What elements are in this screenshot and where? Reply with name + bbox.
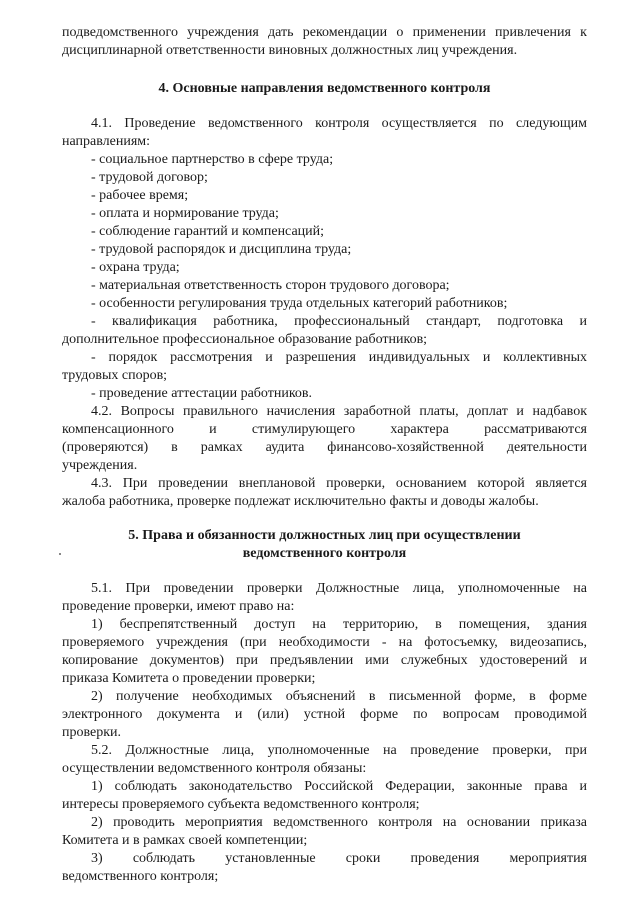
p41-line-2: направлениям: (62, 134, 151, 149)
p42-line-4: учреждения. (62, 458, 138, 473)
right-1-line-4: приказа Комитета о проведении проверки; (62, 671, 316, 686)
right-1-line-3: копирование документов) при предъявлении ими служебных удостоверений и (62, 653, 587, 668)
p43-line-1: 4.3. При проведении внеплановой проверки, основанием которой является (91, 476, 587, 491)
duty-2-line-2: Комитета и в рамках своей компетенции; (62, 833, 308, 848)
list-item: - оплата и нормирование труда; (91, 206, 279, 221)
intro-line-1: подведомственного учреждения дать рекомендации о применении привлечения к (62, 25, 587, 40)
p41-line-1: 4.1. Проведение ведомственного контроля осуществляется по следующим (91, 116, 587, 131)
list-item: - социальное партнерство в сфере труда; (91, 152, 334, 167)
list-item: - охрана труда; (91, 260, 180, 275)
p52-line-1: 5.2. Должностные лица, уполномоченные на проведение проверки, при (91, 743, 587, 758)
section-5-heading-line-2: ведомственного контроля (242, 546, 407, 561)
section-4-heading: 4. Основные направления ведомственного контроля (158, 81, 491, 96)
scan-speck (59, 553, 61, 555)
list-item: - особенности регулирования труда отдельных категорий работников; (91, 296, 508, 311)
p42-line-3: (проверяются) в рамках аудита финансово-хозяйственной деятельности (62, 440, 587, 455)
list-item-qualification-line-1: - квалификация работника, профессиональный стандарт, подготовка и (91, 314, 587, 329)
right-2-line-1: 2) получение необходимых объяснений в письменной форме, в форме (91, 689, 587, 704)
p51-line-1: 5.1. При проведении проверки Должностные лица, уполномоченные на (91, 581, 587, 596)
p43-line-2: жалоба работника, проверке подлежат исключительно факты и доводы жалобы. (62, 494, 539, 509)
duty-1-line-2: интересы проверяемого субъекта ведомственного контроля; (62, 797, 420, 812)
list-item: - соблюдение гарантий и компенсаций; (91, 224, 325, 239)
list-item: - рабочее время; (91, 188, 189, 203)
duty-2-line-1: 2) проводить мероприятия ведомственного контроля на основании приказа (91, 815, 587, 830)
list-item-attestation: - проведение аттестации работников. (91, 386, 313, 401)
p51-line-2: проведение проверки, имеют право на: (62, 599, 295, 614)
p52-line-2: осуществлении ведомственного контроля обязаны: (62, 761, 367, 776)
right-2-line-2: электронного документа и (или) устной форме по вопросам проводимой (62, 707, 587, 722)
list-item: - материальная ответственность сторон трудового договора; (91, 278, 450, 293)
list-item-disputes-line-1: - порядок рассмотрения и разрешения индивидуальных и коллективных (91, 350, 587, 365)
duty-1-line-1: 1) соблюдать законодательство Российской Федерации, законные права и (91, 779, 587, 794)
p42-line-1: 4.2. Вопросы правильного начисления заработной платы, доплат и надбавок (91, 404, 587, 419)
intro-line-2: дисциплинарной ответственности виновных должностных лиц учреждения. (62, 43, 518, 58)
list-item-disputes-line-2: трудовых споров; (62, 368, 168, 383)
list-item-qualification-line-2: дополнительное профессиональное образование работников; (62, 332, 428, 347)
p42-line-2: компенсационного и стимулирующего характера рассматриваются (62, 422, 587, 437)
list-item: - трудовой договор; (91, 170, 208, 185)
duty-3-line-2: ведомственного контроля; (62, 869, 219, 884)
right-2-line-3: проверки. (62, 725, 122, 740)
duty-3-line-1: 3) соблюдать установленные сроки проведения мероприятия (91, 851, 587, 866)
section-5-heading-line-1: 5. Права и обязанности должностных лиц при осуществлении (128, 528, 521, 543)
right-1-line-1: 1) беспрепятственный доступ на территорию, в помещения, здания (91, 617, 587, 632)
right-1-line-2: проверяемого учреждения (при необходимости - на фотосъемку, видеозапись, (62, 635, 587, 650)
list-item: - трудовой распорядок и дисциплина труда; (91, 242, 352, 257)
